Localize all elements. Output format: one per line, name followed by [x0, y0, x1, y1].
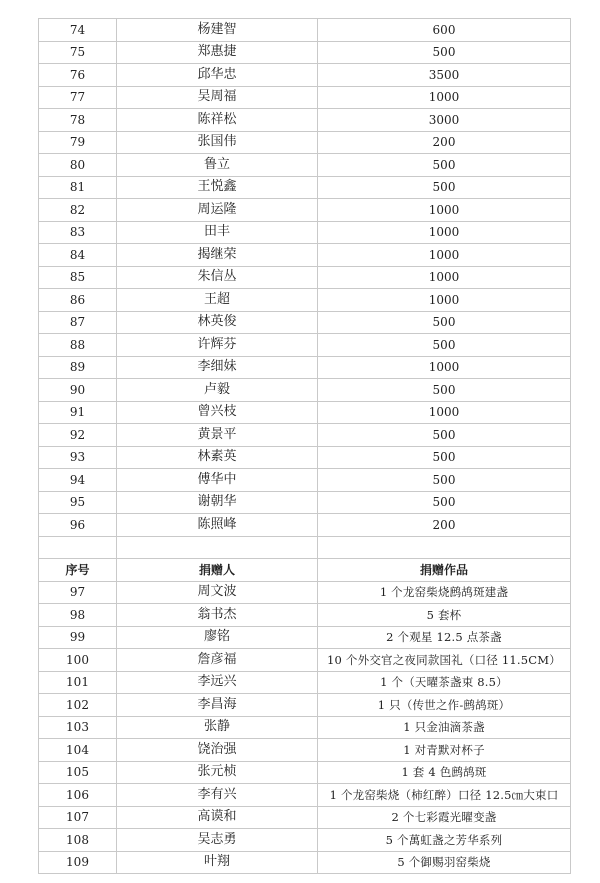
row-number: 94 — [39, 469, 117, 492]
donated-work: 1 套 4 色鹧鸪斑 — [318, 761, 571, 784]
spacer-row — [39, 536, 571, 559]
row-number: 102 — [39, 694, 117, 717]
donation-amount: 500 — [318, 311, 571, 334]
row-number: 101 — [39, 671, 117, 694]
row-number: 90 — [39, 379, 117, 402]
row-number: 108 — [39, 829, 117, 852]
table-row — [39, 739, 571, 762]
donation-amount: 500 — [318, 379, 571, 402]
donation-table — [38, 18, 571, 874]
donated-work: 10 个外交官之夜同款国礼（口径 11.5CM） — [318, 649, 571, 672]
row-number: 75 — [39, 41, 117, 64]
table-row — [39, 491, 571, 514]
table-row — [39, 41, 571, 64]
table-row — [39, 469, 571, 492]
donated-work: 2 个观星 12.5 点茶盏 — [318, 626, 571, 649]
donor-name: 曾兴枝 — [117, 401, 318, 424]
row-number: 86 — [39, 289, 117, 312]
donor-name: 李远兴 — [117, 671, 318, 694]
donor-name: 许辉芬 — [117, 334, 318, 357]
row-number: 105 — [39, 761, 117, 784]
donation-amount: 1000 — [318, 199, 571, 222]
row-number: 104 — [39, 739, 117, 762]
row-number: 77 — [39, 86, 117, 109]
table-row — [39, 784, 571, 807]
donor-name: 饶治强 — [117, 739, 318, 762]
donated-work: 1 只（传世之作-鹧鸪斑） — [318, 694, 571, 717]
donated-work: 1 对青默对杯子 — [318, 739, 571, 762]
table-row — [39, 311, 571, 334]
row-number: 98 — [39, 604, 117, 627]
table-row — [39, 671, 571, 694]
donated-work: 2 个七彩霞光曜变盏 — [318, 806, 571, 829]
row-number: 92 — [39, 424, 117, 447]
table-row — [39, 86, 571, 109]
donation-amount: 1000 — [318, 86, 571, 109]
table-row — [39, 154, 571, 177]
donor-name: 杨建智 — [117, 19, 318, 42]
row-number: 87 — [39, 311, 117, 334]
donated-work: 1 只金油滴茶盏 — [318, 716, 571, 739]
table-row — [39, 401, 571, 424]
row-number: 84 — [39, 244, 117, 267]
table-row — [39, 446, 571, 469]
donated-work: 5 个御赐羽窑柴烧 — [318, 851, 571, 874]
table-row — [39, 131, 571, 154]
header-work: 捐赠作品 — [318, 559, 571, 582]
donor-name: 李有兴 — [117, 784, 318, 807]
donation-amount: 500 — [318, 424, 571, 447]
donor-name: 揭继荣 — [117, 244, 318, 267]
header-donor: 捐赠人 — [117, 559, 318, 582]
donor-name: 鲁立 — [117, 154, 318, 177]
table-row — [39, 266, 571, 289]
donor-name: 傅华中 — [117, 469, 318, 492]
donation-amount: 500 — [318, 41, 571, 64]
works-donations-body — [39, 581, 571, 874]
donor-name: 陈照峰 — [117, 514, 318, 537]
donor-name: 詹彦福 — [117, 649, 318, 672]
donation-amount: 1000 — [318, 289, 571, 312]
donor-name: 周文波 — [117, 581, 318, 604]
donated-work: 1 个龙窑柴烧鹧鸪斑建盏 — [318, 581, 571, 604]
row-number: 100 — [39, 649, 117, 672]
donor-name: 叶翔 — [117, 851, 318, 874]
donor-name: 林英俊 — [117, 311, 318, 334]
table-row — [39, 649, 571, 672]
donor-name: 朱信丛 — [117, 266, 318, 289]
donor-name: 吴志勇 — [117, 829, 318, 852]
row-number: 79 — [39, 131, 117, 154]
row-number: 96 — [39, 514, 117, 537]
row-number: 76 — [39, 64, 117, 87]
donor-name: 王悦鑫 — [117, 176, 318, 199]
donation-amount: 1000 — [318, 266, 571, 289]
donation-amount: 500 — [318, 176, 571, 199]
donor-name: 张静 — [117, 716, 318, 739]
row-number: 74 — [39, 19, 117, 42]
donation-amount: 3500 — [318, 64, 571, 87]
table-row — [39, 176, 571, 199]
donated-work: 1 个龙窑柴烧（柿红醉）口径 12.5㎝大束口 — [318, 784, 571, 807]
row-number: 109 — [39, 851, 117, 874]
row-number: 82 — [39, 199, 117, 222]
table-row — [39, 356, 571, 379]
table-row — [39, 626, 571, 649]
donor-name: 卢毅 — [117, 379, 318, 402]
row-number: 95 — [39, 491, 117, 514]
row-number: 88 — [39, 334, 117, 357]
table-row — [39, 109, 571, 132]
table-row — [39, 604, 571, 627]
row-number: 93 — [39, 446, 117, 469]
donation-amount: 600 — [318, 19, 571, 42]
donation-amount: 500 — [318, 469, 571, 492]
table-row — [39, 334, 571, 357]
donor-name: 田丰 — [117, 221, 318, 244]
donor-name: 周运隆 — [117, 199, 318, 222]
donated-work: 5 套杯 — [318, 604, 571, 627]
donation-amount: 1000 — [318, 244, 571, 267]
table-row — [39, 829, 571, 852]
table-row — [39, 806, 571, 829]
money-donations-body — [39, 19, 571, 537]
donation-amount: 500 — [318, 446, 571, 469]
donated-work: 5 个萬虹盏之芳华系列 — [318, 829, 571, 852]
donor-name: 郑惠捷 — [117, 41, 318, 64]
donation-amount: 500 — [318, 491, 571, 514]
donation-amount: 200 — [318, 514, 571, 537]
table-row — [39, 289, 571, 312]
row-number: 85 — [39, 266, 117, 289]
works-header-row — [39, 559, 571, 582]
row-number: 107 — [39, 806, 117, 829]
table-row — [39, 424, 571, 447]
donor-name: 高谟和 — [117, 806, 318, 829]
donor-name: 吴周福 — [117, 86, 318, 109]
donation-amount: 1000 — [318, 401, 571, 424]
donor-name: 张国伟 — [117, 131, 318, 154]
donor-name: 翁书杰 — [117, 604, 318, 627]
table-row — [39, 694, 571, 717]
table-row — [39, 581, 571, 604]
donor-name: 黄景平 — [117, 424, 318, 447]
donor-name: 谢朝华 — [117, 491, 318, 514]
donor-name: 邱华忠 — [117, 64, 318, 87]
donor-name: 廖铭 — [117, 626, 318, 649]
donation-amount: 1000 — [318, 221, 571, 244]
table-row — [39, 379, 571, 402]
donor-name: 王超 — [117, 289, 318, 312]
donor-name: 李细妹 — [117, 356, 318, 379]
row-number: 106 — [39, 784, 117, 807]
table-row — [39, 64, 571, 87]
donation-amount: 500 — [318, 334, 571, 357]
row-number: 91 — [39, 401, 117, 424]
table-row — [39, 716, 571, 739]
table-row — [39, 514, 571, 537]
donor-name: 张元桢 — [117, 761, 318, 784]
donor-name: 林素英 — [117, 446, 318, 469]
table-row — [39, 19, 571, 42]
row-number: 99 — [39, 626, 117, 649]
table-row — [39, 244, 571, 267]
donation-amount: 3000 — [318, 109, 571, 132]
donation-amount: 200 — [318, 131, 571, 154]
table-row — [39, 199, 571, 222]
row-number: 81 — [39, 176, 117, 199]
table-row — [39, 221, 571, 244]
donated-work: 1 个（天曜茶盏束 8.5） — [318, 671, 571, 694]
row-number: 83 — [39, 221, 117, 244]
row-number: 89 — [39, 356, 117, 379]
donation-amount: 500 — [318, 154, 571, 177]
table-row — [39, 761, 571, 784]
row-number: 103 — [39, 716, 117, 739]
donor-name: 陈祥松 — [117, 109, 318, 132]
row-number: 80 — [39, 154, 117, 177]
donation-amount: 1000 — [318, 356, 571, 379]
header-no: 序号 — [39, 559, 117, 582]
table-row — [39, 851, 571, 874]
row-number: 78 — [39, 109, 117, 132]
donor-name: 李昌海 — [117, 694, 318, 717]
row-number: 97 — [39, 581, 117, 604]
